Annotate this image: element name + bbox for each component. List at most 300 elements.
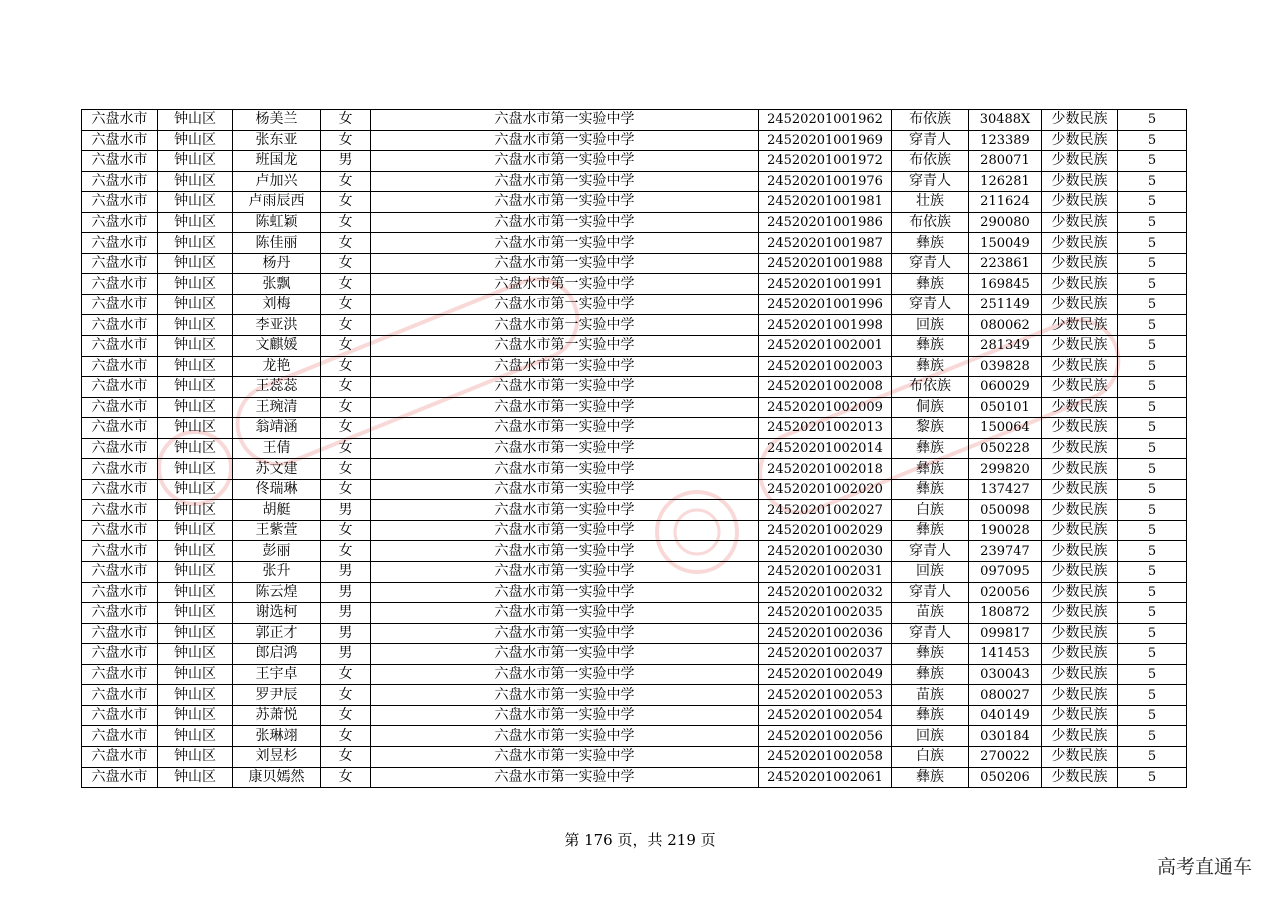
- cell-exam-id: 24520201002036: [759, 623, 892, 644]
- cell-exam-id: 24520201002035: [759, 603, 892, 624]
- cell-exam-id: 24520201001972: [759, 151, 892, 172]
- cell-city: 六盘水市: [82, 685, 158, 706]
- cell-school: 六盘水市第一实验中学: [371, 130, 759, 151]
- table-row: [82, 541, 1187, 562]
- cell-school: 六盘水市第一实验中学: [371, 212, 759, 233]
- cell-name: 郭正才: [233, 623, 321, 644]
- cell-score: 5: [1118, 479, 1187, 500]
- table-row: [82, 582, 1187, 603]
- cell-district: 钟山区: [158, 705, 233, 726]
- cell-gender: 男: [321, 644, 371, 665]
- cell-id-suffix: 239747: [969, 541, 1042, 562]
- cell-school: 六盘水市第一实验中学: [371, 726, 759, 747]
- cell-school: 六盘水市第一实验中学: [371, 603, 759, 624]
- cell-district: 钟山区: [158, 623, 233, 644]
- cell-district: 钟山区: [158, 336, 233, 357]
- cell-gender: 女: [321, 418, 371, 439]
- cell-id-suffix: 050206: [969, 767, 1042, 788]
- cell-exam-id: 24520201001988: [759, 253, 892, 274]
- cell-school: 六盘水市第一实验中学: [371, 746, 759, 767]
- cell-school: 六盘水市第一实验中学: [371, 274, 759, 295]
- cell-school: 六盘水市第一实验中学: [371, 500, 759, 521]
- table-row: [82, 294, 1187, 315]
- cell-name: 张升: [233, 562, 321, 583]
- cell-city: 六盘水市: [82, 253, 158, 274]
- cell-gender: 女: [321, 315, 371, 336]
- cell-school: 六盘水市第一实验中学: [371, 562, 759, 583]
- cell-name: 刘梅: [233, 294, 321, 315]
- table-row: [82, 377, 1187, 398]
- cell-id-suffix: 270022: [969, 746, 1042, 767]
- cell-ethnicity: 彝族: [892, 705, 969, 726]
- cell-score: 5: [1118, 253, 1187, 274]
- cell-score: 5: [1118, 459, 1187, 480]
- cell-ethnicity: 彝族: [892, 356, 969, 377]
- cell-school: 六盘水市第一实验中学: [371, 315, 759, 336]
- cell-exam-id: 24520201001987: [759, 233, 892, 254]
- cell-gender: 女: [321, 377, 371, 398]
- cell-category: 少数民族: [1042, 644, 1118, 665]
- cell-exam-id: 24520201001976: [759, 171, 892, 192]
- cell-category: 少数民族: [1042, 110, 1118, 131]
- cell-score: 5: [1118, 767, 1187, 788]
- cell-id-suffix: 169845: [969, 274, 1042, 295]
- cell-ethnicity: 白族: [892, 746, 969, 767]
- cell-city: 六盘水市: [82, 664, 158, 685]
- cell-name: 胡艇: [233, 500, 321, 521]
- cell-category: 少数民族: [1042, 274, 1118, 295]
- cell-gender: 女: [321, 294, 371, 315]
- cell-score: 5: [1118, 562, 1187, 583]
- cell-name: 刘昱杉: [233, 746, 321, 767]
- cell-school: 六盘水市第一实验中学: [371, 664, 759, 685]
- cell-city: 六盘水市: [82, 377, 158, 398]
- cell-ethnicity: 彝族: [892, 644, 969, 665]
- table-row: [82, 397, 1187, 418]
- cell-district: 钟山区: [158, 438, 233, 459]
- cell-school: 六盘水市第一实验中学: [371, 192, 759, 213]
- cell-name: 佟瑞琳: [233, 479, 321, 500]
- cell-district: 钟山区: [158, 212, 233, 233]
- cell-name: 王紫萱: [233, 520, 321, 541]
- cell-district: 钟山区: [158, 418, 233, 439]
- cell-id-suffix: 150064: [969, 418, 1042, 439]
- cell-category: 少数民族: [1042, 356, 1118, 377]
- cell-score: 5: [1118, 294, 1187, 315]
- cell-category: 少数民族: [1042, 315, 1118, 336]
- cell-exam-id: 24520201001981: [759, 192, 892, 213]
- cell-name: 谢选柯: [233, 603, 321, 624]
- cell-gender: 女: [321, 253, 371, 274]
- cell-ethnicity: 苗族: [892, 685, 969, 706]
- cell-school: 六盘水市第一实验中学: [371, 294, 759, 315]
- cell-id-suffix: 281349: [969, 336, 1042, 357]
- cell-category: 少数民族: [1042, 746, 1118, 767]
- cell-district: 钟山区: [158, 110, 233, 131]
- cell-score: 5: [1118, 623, 1187, 644]
- table-row: [82, 274, 1187, 295]
- cell-district: 钟山区: [158, 520, 233, 541]
- cell-city: 六盘水市: [82, 767, 158, 788]
- cell-score: 5: [1118, 520, 1187, 541]
- cell-gender: 女: [321, 336, 371, 357]
- cell-gender: 女: [321, 110, 371, 131]
- cell-id-suffix: 137427: [969, 479, 1042, 500]
- cell-gender: 男: [321, 151, 371, 172]
- cell-score: 5: [1118, 130, 1187, 151]
- table-row: [82, 110, 1187, 131]
- cell-district: 钟山区: [158, 726, 233, 747]
- cell-score: 5: [1118, 746, 1187, 767]
- cell-name: 郎启鸿: [233, 644, 321, 665]
- cell-gender: 女: [321, 459, 371, 480]
- cell-city: 六盘水市: [82, 171, 158, 192]
- cell-gender: 男: [321, 582, 371, 603]
- cell-name: 康贝嫣然: [233, 767, 321, 788]
- cell-district: 钟山区: [158, 644, 233, 665]
- cell-score: 5: [1118, 212, 1187, 233]
- cell-id-suffix: 099817: [969, 623, 1042, 644]
- cell-id-suffix: 299820: [969, 459, 1042, 480]
- cell-exam-id: 24520201001998: [759, 315, 892, 336]
- cell-city: 六盘水市: [82, 746, 158, 767]
- cell-district: 钟山区: [158, 767, 233, 788]
- cell-exam-id: 24520201001986: [759, 212, 892, 233]
- cell-school: 六盘水市第一实验中学: [371, 479, 759, 500]
- cell-name: 卢加兴: [233, 171, 321, 192]
- cell-exam-id: 24520201002009: [759, 397, 892, 418]
- cell-city: 六盘水市: [82, 212, 158, 233]
- cell-name: 陈虹颖: [233, 212, 321, 233]
- cell-ethnicity: 回族: [892, 726, 969, 747]
- cell-city: 六盘水市: [82, 438, 158, 459]
- table-row: [82, 336, 1187, 357]
- cell-district: 钟山区: [158, 171, 233, 192]
- cell-city: 六盘水市: [82, 500, 158, 521]
- cell-id-suffix: 050098: [969, 500, 1042, 521]
- cell-school: 六盘水市第一实验中学: [371, 767, 759, 788]
- cell-exam-id: 24520201002058: [759, 746, 892, 767]
- cell-school: 六盘水市第一实验中学: [371, 171, 759, 192]
- cell-city: 六盘水市: [82, 520, 158, 541]
- cell-ethnicity: 彝族: [892, 520, 969, 541]
- cell-ethnicity: 彝族: [892, 459, 969, 480]
- cell-ethnicity: 布依族: [892, 151, 969, 172]
- cell-gender: 女: [321, 356, 371, 377]
- cell-district: 钟山区: [158, 151, 233, 172]
- table-row: [82, 438, 1187, 459]
- table-row: [82, 315, 1187, 336]
- cell-district: 钟山区: [158, 356, 233, 377]
- cell-category: 少数民族: [1042, 212, 1118, 233]
- table-row: [82, 356, 1187, 377]
- data-table: [81, 109, 1187, 788]
- cell-id-suffix: 190028: [969, 520, 1042, 541]
- cell-id-suffix: 180872: [969, 603, 1042, 624]
- cell-district: 钟山区: [158, 746, 233, 767]
- cell-gender: 女: [321, 212, 371, 233]
- cell-gender: 女: [321, 767, 371, 788]
- cell-category: 少数民族: [1042, 603, 1118, 624]
- cell-name: 文麒媛: [233, 336, 321, 357]
- cell-city: 六盘水市: [82, 726, 158, 747]
- cell-score: 5: [1118, 356, 1187, 377]
- cell-category: 少数民族: [1042, 397, 1118, 418]
- cell-gender: 男: [321, 623, 371, 644]
- cell-school: 六盘水市第一实验中学: [371, 151, 759, 172]
- cell-category: 少数民族: [1042, 130, 1118, 151]
- cell-gender: 女: [321, 192, 371, 213]
- cell-district: 钟山区: [158, 603, 233, 624]
- cell-school: 六盘水市第一实验中学: [371, 110, 759, 131]
- table-body: [82, 110, 1187, 788]
- cell-school: 六盘水市第一实验中学: [371, 418, 759, 439]
- cell-ethnicity: 布依族: [892, 377, 969, 398]
- cell-score: 5: [1118, 644, 1187, 665]
- cell-ethnicity: 穿青人: [892, 582, 969, 603]
- cell-exam-id: 24520201002027: [759, 500, 892, 521]
- cell-name: 张琳翊: [233, 726, 321, 747]
- cell-gender: 女: [321, 520, 371, 541]
- cell-category: 少数民族: [1042, 623, 1118, 644]
- cell-name: 翁靖涵: [233, 418, 321, 439]
- cell-city: 六盘水市: [82, 336, 158, 357]
- cell-name: 张东亚: [233, 130, 321, 151]
- cell-gender: 女: [321, 233, 371, 254]
- cell-category: 少数民族: [1042, 767, 1118, 788]
- cell-city: 六盘水市: [82, 294, 158, 315]
- cell-score: 5: [1118, 192, 1187, 213]
- cell-ethnicity: 白族: [892, 500, 969, 521]
- cell-ethnicity: 彝族: [892, 479, 969, 500]
- cell-school: 六盘水市第一实验中学: [371, 438, 759, 459]
- cell-id-suffix: 080062: [969, 315, 1042, 336]
- cell-city: 六盘水市: [82, 274, 158, 295]
- cell-gender: 女: [321, 705, 371, 726]
- cell-city: 六盘水市: [82, 562, 158, 583]
- table-row: [82, 151, 1187, 172]
- cell-name: 陈佳丽: [233, 233, 321, 254]
- cell-name: 杨美兰: [233, 110, 321, 131]
- cell-score: 5: [1118, 685, 1187, 706]
- cell-gender: 女: [321, 541, 371, 562]
- cell-id-suffix: 280071: [969, 151, 1042, 172]
- cell-category: 少数民族: [1042, 294, 1118, 315]
- cell-exam-id: 24520201002032: [759, 582, 892, 603]
- cell-exam-id: 24520201001969: [759, 130, 892, 151]
- cell-id-suffix: 123389: [969, 130, 1042, 151]
- cell-score: 5: [1118, 438, 1187, 459]
- table-row: [82, 253, 1187, 274]
- cell-district: 钟山区: [158, 479, 233, 500]
- cell-gender: 男: [321, 603, 371, 624]
- cell-school: 六盘水市第一实验中学: [371, 377, 759, 398]
- table-row: [82, 418, 1187, 439]
- table-row: [82, 562, 1187, 583]
- cell-gender: 男: [321, 500, 371, 521]
- cell-district: 钟山区: [158, 582, 233, 603]
- cell-id-suffix: 141453: [969, 644, 1042, 665]
- cell-district: 钟山区: [158, 253, 233, 274]
- cell-gender: 女: [321, 479, 371, 500]
- brand-watermark: 高考直通车: [1156, 856, 1252, 878]
- table-row: [82, 644, 1187, 665]
- cell-exam-id: 24520201002003: [759, 356, 892, 377]
- cell-gender: 女: [321, 397, 371, 418]
- cell-gender: 女: [321, 438, 371, 459]
- cell-score: 5: [1118, 151, 1187, 172]
- cell-exam-id: 24520201001962: [759, 110, 892, 131]
- cell-id-suffix: 020056: [969, 582, 1042, 603]
- cell-category: 少数民族: [1042, 459, 1118, 480]
- table-row: [82, 171, 1187, 192]
- cell-city: 六盘水市: [82, 110, 158, 131]
- cell-ethnicity: 回族: [892, 315, 969, 336]
- cell-name: 苏文建: [233, 459, 321, 480]
- cell-score: 5: [1118, 664, 1187, 685]
- cell-district: 钟山区: [158, 315, 233, 336]
- cell-school: 六盘水市第一实验中学: [371, 397, 759, 418]
- cell-ethnicity: 苗族: [892, 603, 969, 624]
- cell-ethnicity: 彝族: [892, 274, 969, 295]
- cell-ethnicity: 穿青人: [892, 171, 969, 192]
- cell-exam-id: 24520201002013: [759, 418, 892, 439]
- table-row: [82, 212, 1187, 233]
- cell-score: 5: [1118, 500, 1187, 521]
- cell-id-suffix: 039828: [969, 356, 1042, 377]
- cell-gender: 女: [321, 664, 371, 685]
- cell-id-suffix: 30488X: [969, 110, 1042, 131]
- cell-id-suffix: 223861: [969, 253, 1042, 274]
- cell-district: 钟山区: [158, 500, 233, 521]
- cell-district: 钟山区: [158, 233, 233, 254]
- cell-name: 班国龙: [233, 151, 321, 172]
- cell-city: 六盘水市: [82, 315, 158, 336]
- table-row: [82, 130, 1187, 151]
- cell-city: 六盘水市: [82, 397, 158, 418]
- cell-school: 六盘水市第一实验中学: [371, 644, 759, 665]
- cell-name: 王琬清: [233, 397, 321, 418]
- cell-city: 六盘水市: [82, 479, 158, 500]
- cell-id-suffix: 290080: [969, 212, 1042, 233]
- cell-school: 六盘水市第一实验中学: [371, 459, 759, 480]
- cell-ethnicity: 布依族: [892, 110, 969, 131]
- cell-district: 钟山区: [158, 192, 233, 213]
- cell-district: 钟山区: [158, 562, 233, 583]
- cell-category: 少数民族: [1042, 233, 1118, 254]
- cell-exam-id: 24520201002053: [759, 685, 892, 706]
- cell-name: 王蕊蕊: [233, 377, 321, 398]
- table-row: [82, 233, 1187, 254]
- cell-name: 彭丽: [233, 541, 321, 562]
- cell-city: 六盘水市: [82, 356, 158, 377]
- cell-city: 六盘水市: [82, 151, 158, 172]
- cell-ethnicity: 穿青人: [892, 623, 969, 644]
- cell-ethnicity: 穿青人: [892, 253, 969, 274]
- cell-id-suffix: 211624: [969, 192, 1042, 213]
- cell-score: 5: [1118, 418, 1187, 439]
- cell-category: 少数民族: [1042, 500, 1118, 521]
- cell-school: 六盘水市第一实验中学: [371, 253, 759, 274]
- cell-exam-id: 24520201002001: [759, 336, 892, 357]
- cell-ethnicity: 彝族: [892, 438, 969, 459]
- cell-school: 六盘水市第一实验中学: [371, 336, 759, 357]
- table-row: [82, 459, 1187, 480]
- cell-school: 六盘水市第一实验中学: [371, 582, 759, 603]
- cell-id-suffix: 060029: [969, 377, 1042, 398]
- cell-score: 5: [1118, 315, 1187, 336]
- cell-name: 王倩: [233, 438, 321, 459]
- cell-exam-id: 24520201002054: [759, 705, 892, 726]
- cell-school: 六盘水市第一实验中学: [371, 233, 759, 254]
- table-row: [82, 726, 1187, 747]
- cell-school: 六盘水市第一实验中学: [371, 623, 759, 644]
- cell-category: 少数民族: [1042, 171, 1118, 192]
- cell-district: 钟山区: [158, 397, 233, 418]
- cell-city: 六盘水市: [82, 623, 158, 644]
- cell-ethnicity: 布依族: [892, 212, 969, 233]
- cell-exam-id: 24520201002031: [759, 562, 892, 583]
- cell-ethnicity: 穿青人: [892, 130, 969, 151]
- cell-category: 少数民族: [1042, 336, 1118, 357]
- cell-district: 钟山区: [158, 130, 233, 151]
- cell-city: 六盘水市: [82, 644, 158, 665]
- cell-category: 少数民族: [1042, 520, 1118, 541]
- cell-name: 罗尹辰: [233, 685, 321, 706]
- cell-ethnicity: 穿青人: [892, 294, 969, 315]
- cell-name: 王宇卓: [233, 664, 321, 685]
- cell-district: 钟山区: [158, 541, 233, 562]
- cell-city: 六盘水市: [82, 459, 158, 480]
- cell-id-suffix: 126281: [969, 171, 1042, 192]
- cell-exam-id: 24520201002008: [759, 377, 892, 398]
- cell-name: 苏萧悦: [233, 705, 321, 726]
- cell-score: 5: [1118, 110, 1187, 131]
- table-row: [82, 685, 1187, 706]
- cell-ethnicity: 回族: [892, 562, 969, 583]
- cell-gender: 女: [321, 726, 371, 747]
- cell-school: 六盘水市第一实验中学: [371, 685, 759, 706]
- cell-name: 龙艳: [233, 356, 321, 377]
- cell-exam-id: 24520201002049: [759, 664, 892, 685]
- cell-id-suffix: 030184: [969, 726, 1042, 747]
- cell-city: 六盘水市: [82, 582, 158, 603]
- cell-ethnicity: 彝族: [892, 233, 969, 254]
- cell-district: 钟山区: [158, 377, 233, 398]
- cell-id-suffix: 030043: [969, 664, 1042, 685]
- cell-score: 5: [1118, 233, 1187, 254]
- cell-name: 杨丹: [233, 253, 321, 274]
- cell-score: 5: [1118, 603, 1187, 624]
- cell-district: 钟山区: [158, 294, 233, 315]
- cell-id-suffix: 097095: [969, 562, 1042, 583]
- table-row: [82, 664, 1187, 685]
- cell-category: 少数民族: [1042, 418, 1118, 439]
- cell-score: 5: [1118, 541, 1187, 562]
- cell-district: 钟山区: [158, 664, 233, 685]
- table-row: [82, 767, 1187, 788]
- cell-ethnicity: 彝族: [892, 767, 969, 788]
- table-row: [82, 479, 1187, 500]
- cell-school: 六盘水市第一实验中学: [371, 520, 759, 541]
- cell-category: 少数民族: [1042, 705, 1118, 726]
- cell-ethnicity: 侗族: [892, 397, 969, 418]
- cell-score: 5: [1118, 582, 1187, 603]
- cell-exam-id: 24520201002037: [759, 644, 892, 665]
- cell-district: 钟山区: [158, 274, 233, 295]
- cell-ethnicity: 穿青人: [892, 541, 969, 562]
- table-row: [82, 746, 1187, 767]
